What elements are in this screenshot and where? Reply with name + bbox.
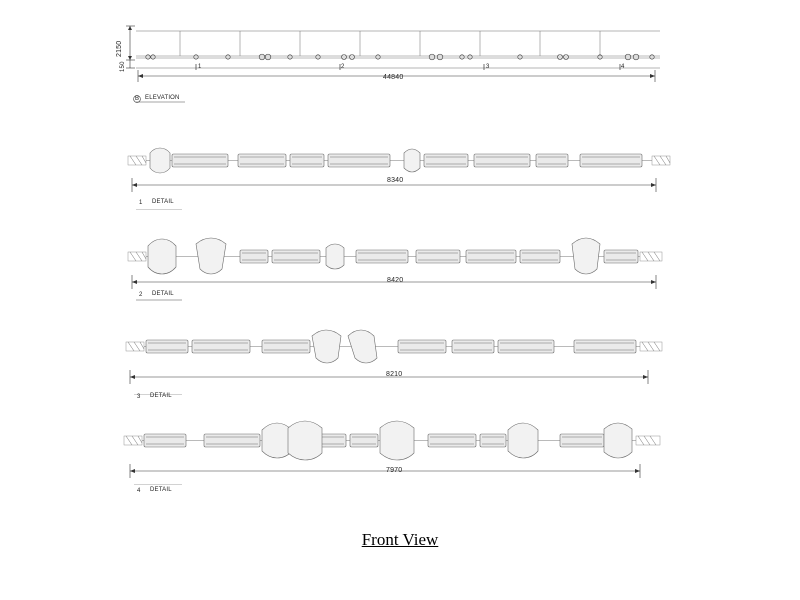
detail-4-view (0, 415, 800, 485)
detail-2-tag: 2 (139, 292, 143, 298)
detail-1-view (0, 140, 800, 210)
detail-3-label: DETAIL (150, 393, 172, 399)
elevation-base-dim: 150 (120, 61, 126, 72)
elevation-callout-4: 4 (621, 64, 625, 70)
elevation-callout-3: 3 (486, 64, 490, 70)
elevation-tag: B (135, 96, 140, 102)
detail-1-label: DETAIL (152, 199, 174, 205)
detail-2-length: 8420 (387, 277, 404, 284)
elevation-label: ELEVATION (145, 95, 180, 101)
detail-2-label: DETAIL (152, 291, 174, 297)
detail-3-length: 8210 (386, 371, 403, 378)
detail-3-tag: 3 (137, 394, 141, 400)
detail-2-view (0, 232, 800, 302)
detail-4-label: DETAIL (150, 487, 172, 493)
elevation-height-dim: 2150 (116, 40, 123, 57)
detail-3-view (0, 325, 800, 395)
elevation-callout-2: 2 (341, 64, 345, 70)
elevation-overall-length: 44840 (383, 74, 404, 81)
detail-4-length: 7970 (386, 467, 403, 474)
page-title: Front View (361, 530, 439, 549)
elevation-callout-1: 1 (198, 64, 202, 70)
detail-4-tag: 4 (137, 488, 141, 494)
detail-1-length: 8340 (387, 177, 404, 184)
detail-1-tag: 1 (139, 200, 143, 206)
